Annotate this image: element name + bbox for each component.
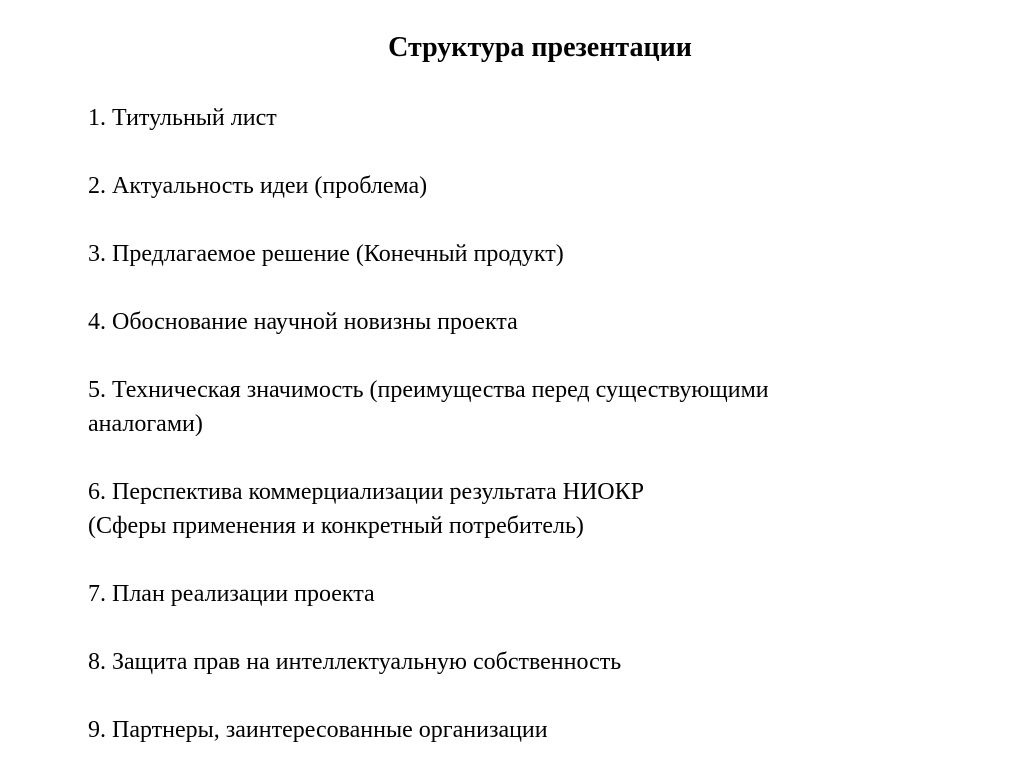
list-item-line: 4. Обоснование научной новизны проекта <box>88 309 518 335</box>
list-item-line: 8. Защита прав на интеллектуальную собственность <box>88 649 622 675</box>
list-item-line: 3. Предлагаемое решение (Конечный продукт) <box>88 241 564 267</box>
list-item <box>88 373 988 441</box>
list-item <box>88 237 988 271</box>
list-item <box>88 475 988 543</box>
structure-list <box>88 101 988 747</box>
list-item <box>88 101 988 135</box>
list-item-line: 6. Перспектива коммерциализации результата НИОКР <box>88 479 644 505</box>
list-item <box>88 713 988 747</box>
list-item <box>88 305 988 339</box>
list-item-line: 1. Титульный лист <box>88 105 277 131</box>
list-item-line: 9. Партнеры, заинтересованные организации <box>88 717 548 743</box>
list-item <box>88 645 988 679</box>
list-item-line: аналогами) <box>88 411 203 437</box>
list-item-line: 5. Техническая значимость (преимущества перед существующими <box>88 377 769 403</box>
list-item-line: 2. Актуальность идеи (проблема) <box>88 173 428 199</box>
list-item <box>88 169 988 203</box>
list-item-line: 7. План реализации проекта <box>88 581 375 607</box>
list-item <box>88 577 988 611</box>
list-item-line: (Сферы применения и конкретный потребитель) <box>88 513 584 539</box>
slide-title: Структура презентации <box>388 32 692 63</box>
